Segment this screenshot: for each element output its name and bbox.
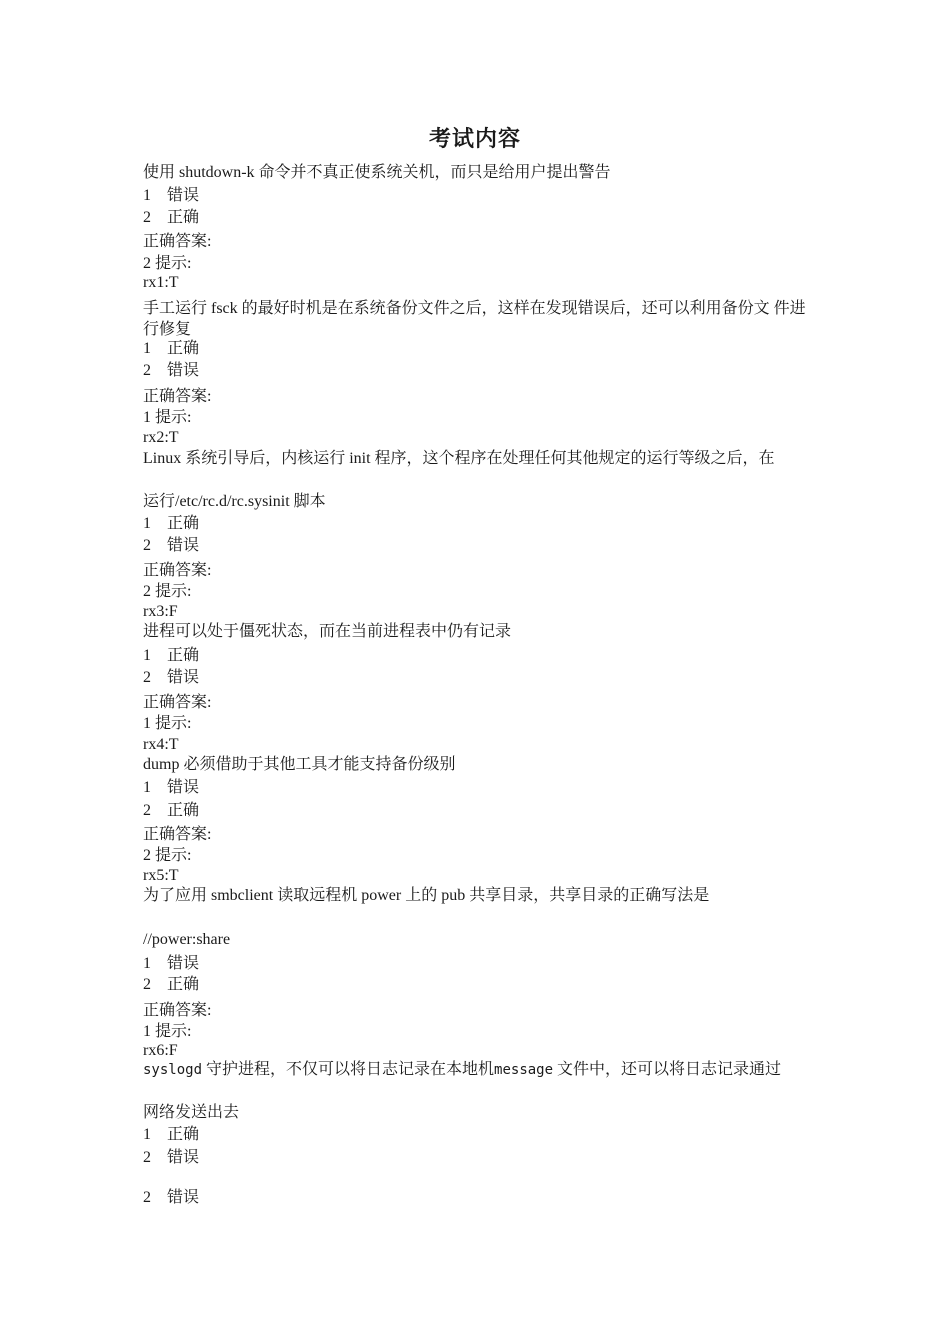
option-label: 错误: [167, 1189, 200, 1206]
option-number: 1: [143, 779, 151, 796]
option-number: 2: [143, 537, 151, 554]
answer-number: 1: [143, 409, 151, 426]
question-2-id: rx2:T: [143, 429, 179, 446]
option-label: 正确: [167, 647, 200, 664]
question-1-option-1: [143, 187, 808, 205]
text-segment: 文件中，还可以将日志记录通过: [553, 1061, 782, 1078]
question-4-id: rx4:T: [143, 736, 179, 753]
option-label: 正确: [167, 209, 200, 226]
hint-label: 提示:: [155, 255, 192, 272]
question-1-answer-label: 正确答案:: [143, 233, 212, 250]
option-label: 错误: [167, 537, 200, 554]
question-6-hint: [143, 1023, 808, 1041]
option-number: 2: [143, 976, 151, 993]
question-2-option-1: [143, 340, 808, 358]
option-label: 错误: [167, 187, 200, 204]
question-4-hint: [143, 715, 808, 733]
hint-label: 提示:: [155, 847, 192, 864]
question-5-hint: [143, 847, 808, 865]
code-syslogd: syslogd: [143, 1062, 203, 1078]
option-number: 2: [143, 669, 151, 686]
option-label: 正确: [167, 1126, 200, 1143]
option-label: 错误: [167, 669, 200, 686]
hint-label: 提示:: [155, 1023, 192, 1040]
option-label: 正确: [167, 976, 200, 993]
option-label: 正确: [167, 802, 200, 819]
question-6-id: rx6:F: [143, 1042, 178, 1059]
option-number: 2: [143, 1149, 151, 1166]
answer-number: 1: [143, 715, 151, 732]
question-7-option-2: [143, 1149, 808, 1167]
question-4-option-1: [143, 647, 808, 665]
answer-number: 2: [143, 255, 151, 272]
question-3-text-line-2: 运行/etc/rc.d/rc.sysinit 脚本: [143, 493, 326, 510]
option-number: 1: [143, 340, 151, 357]
question-3-hint: [143, 583, 808, 601]
question-1-option-2: [143, 209, 808, 227]
option-number: 2: [143, 802, 151, 819]
question-2-text: 手工运行 fsck 的最好时机是在系统备份文件之后，这样在发现错误后，还可以利用备份文 件进行修复: [143, 300, 806, 338]
question-2-answer-label: 正确答案:: [143, 388, 212, 405]
text-segment: 守护进程，不仅可以将日志记录在本地机: [202, 1061, 495, 1078]
question-3-option-1: [143, 515, 808, 533]
question-3-answer-label: 正确答案:: [143, 562, 212, 579]
option-number: 1: [143, 515, 151, 532]
question-3-option-2: [143, 537, 808, 555]
question-3-id: rx3:F: [143, 603, 178, 620]
option-number: 2: [143, 209, 151, 226]
option-label: 错误: [167, 362, 200, 379]
question-5-option-2: [143, 802, 808, 820]
option-number: 1: [143, 187, 151, 204]
answer-number: 2: [143, 847, 151, 864]
question-2-option-2: [143, 362, 808, 380]
option-number: 2: [143, 1189, 151, 1206]
question-5-id: rx5:T: [143, 867, 179, 884]
question-7-text-line-2: 网络发送出去: [143, 1104, 240, 1121]
hint-label: 提示:: [155, 583, 192, 600]
option-number: 1: [143, 647, 151, 664]
question-6-option-2: [143, 976, 808, 994]
hint-label: 提示:: [155, 409, 192, 426]
question-5-answer-label: 正确答案:: [143, 826, 212, 843]
option-number: 2: [143, 362, 151, 379]
question-3-text: Linux 系统引导后，内核运行 init 程序，这个程序在处理任何其他规定的运行等级之后，在: [143, 450, 775, 467]
question-4-text: 进程可以处于僵死状态，而在当前进程表中仍有记录: [143, 623, 512, 640]
page-title: 考试内容: [428, 126, 521, 151]
question-4-answer-label: 正确答案:: [143, 694, 212, 711]
question-1-text: 使用 shutdown-k 命令并不真正使系统关机，而只是给用户提出警告: [143, 164, 611, 181]
answer-number: 2: [143, 583, 151, 600]
option-label: 错误: [167, 1149, 200, 1166]
option-label: 正确: [167, 340, 200, 357]
question-6-option-1: [143, 955, 808, 973]
trailing-option: [143, 1189, 808, 1207]
answer-number: 1: [143, 1023, 151, 1040]
question-6-answer-label: 正确答案:: [143, 1002, 212, 1019]
option-number: 1: [143, 1126, 151, 1143]
question-1-id: rx1:T: [143, 274, 179, 291]
option-number: 1: [143, 955, 151, 972]
hint-label: 提示:: [155, 715, 192, 732]
question-6-text: 为了应用 smbclient 读取远程机 power 上的 pub 共享目录，共享目录的正确写法是: [143, 887, 710, 904]
question-5-text: dump 必须借助于其他工具才能支持备份级别: [143, 756, 456, 773]
question-7-option-1: [143, 1126, 808, 1144]
question-1-hint: [143, 255, 808, 273]
question-7-text: [143, 1061, 808, 1079]
question-2-hint: [143, 409, 808, 427]
option-label: 错误: [167, 955, 200, 972]
option-label: 错误: [167, 779, 200, 796]
question-6-text-line-2: //power:share: [143, 931, 231, 948]
code-message: message: [494, 1062, 554, 1078]
option-label: 正确: [167, 515, 200, 532]
question-4-option-2: [143, 669, 808, 687]
question-5-option-1: [143, 779, 808, 797]
